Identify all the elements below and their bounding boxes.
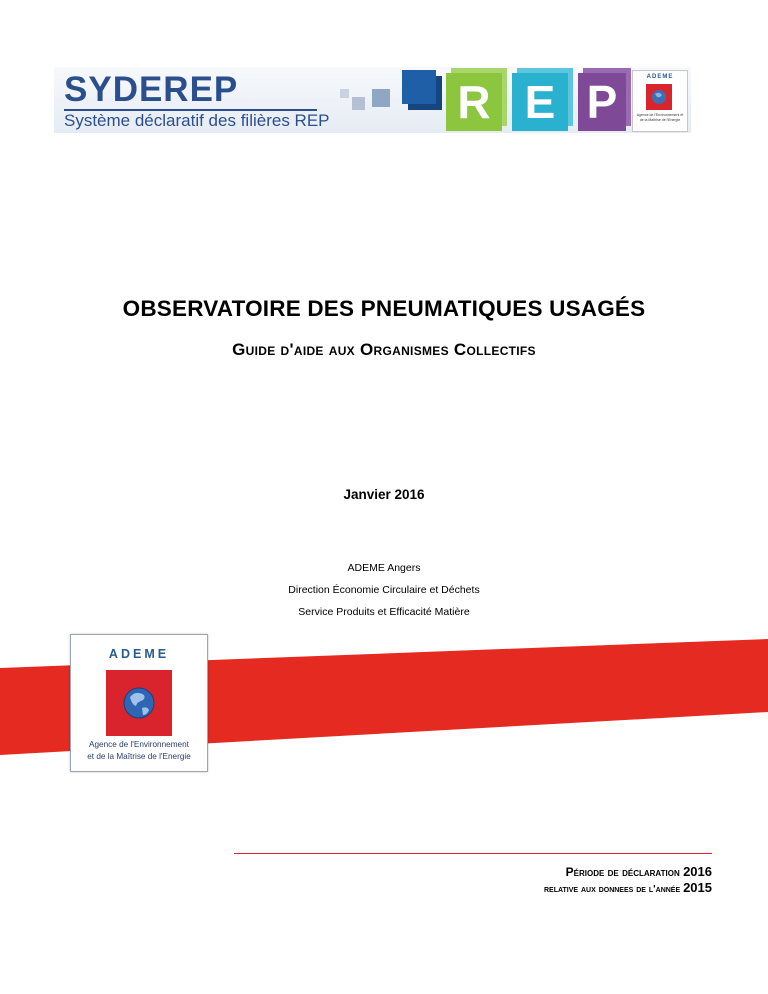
data-label: relative aux donnees de l'année — [543, 883, 681, 895]
letter-p-cube: P — [578, 73, 626, 131]
ademe-logo — [70, 634, 208, 772]
letter-r-cube: R — [446, 73, 502, 131]
footer-divider — [234, 853, 712, 854]
small-cube-icon — [372, 89, 390, 107]
banner-ademe-logo — [632, 70, 688, 132]
logo-word: ADEME — [108, 647, 170, 661]
publication-date: Janvier 2016 — [343, 487, 425, 502]
footer-period — [566, 864, 712, 879]
blue-cube-icon — [402, 70, 436, 104]
data-year: 2015 — [683, 880, 712, 895]
banner-title: SYDEREP — [64, 70, 239, 109]
period-year: 2016 — [683, 864, 712, 879]
footer-data-year — [544, 880, 712, 895]
subtitle-text: Guide d'aide aux Organismes Collectifs — [232, 340, 536, 359]
syderep-banner — [54, 67, 691, 133]
info-service: Service Produits et Efficacité Matière — [298, 606, 470, 618]
banner-globe-icon — [646, 84, 672, 110]
banner-logo-caption: Agence de l'Environnement et de la Maîtrise de l'Energie — [636, 113, 684, 122]
banner-subtitle: Système déclaratif des filières REP — [64, 111, 330, 130]
period-label: Période de déclaration — [565, 865, 680, 879]
page-title: OBSERVATOIRE DES PNEUMATIQUES USAGÉS — [122, 296, 646, 321]
small-cube-icon — [352, 97, 365, 110]
logo-caption-line1: Agence de l'Environnement — [89, 740, 189, 749]
small-cube-icon — [340, 89, 349, 98]
logo-caption-line2: et de la Maîtrise de l'Energie — [87, 752, 191, 761]
banner-logo-word: ADEME — [646, 74, 674, 80]
page-subtitle — [0, 340, 768, 360]
info-direction: Direction Économie Circulaire et Déchets — [288, 584, 480, 596]
letter-e-cube: E — [512, 73, 568, 131]
logo-caption — [71, 739, 207, 763]
info-organisation: ADEME Angers — [347, 562, 421, 574]
globe-icon — [106, 670, 172, 736]
